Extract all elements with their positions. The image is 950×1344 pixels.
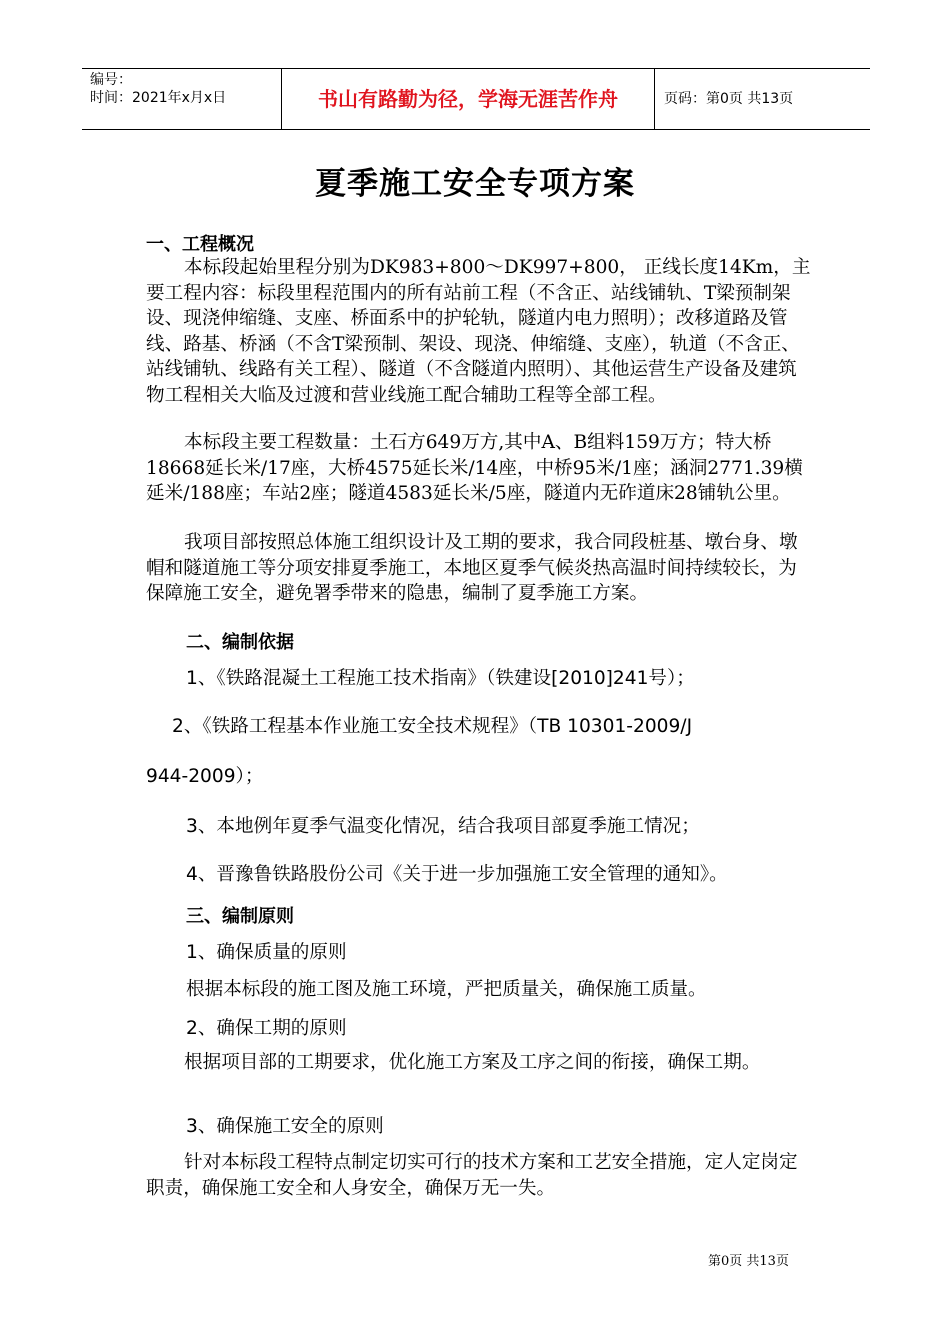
basis-item-1: 1、《铁路混凝土工程施工技术指南》（铁建设[2010]241号）； bbox=[186, 668, 695, 689]
basis-item-2-cont: 944-2009）； bbox=[146, 766, 264, 787]
overview-paragraph-2: 本标段主要工程数量：土石方649万方,其中A、B组料159万方；特大桥18668延长米/17座，大桥4575延长米/14座，中桥95米/1座；涵洞2771.39横延米/188座；车站2座；隧道4583延长米/5座，隧道内无砟道床28铺轨公里。 bbox=[146, 432, 803, 504]
document-header-table bbox=[82, 68, 870, 130]
section-heading-basis: 二、编制依据 bbox=[186, 632, 294, 653]
code-label: 编号： bbox=[90, 72, 132, 88]
principle-2-title: 2、确保工期的原则 bbox=[186, 1018, 347, 1039]
header-divider bbox=[654, 69, 655, 129]
section-heading-overview: 一、工程概况 bbox=[146, 234, 254, 255]
basis-item-2: 2、《铁路工程基本作业施工安全技术规程》（TB 10301-2009/J bbox=[172, 716, 693, 737]
date-line: 时间：2021年x月x日 bbox=[90, 90, 227, 106]
section-heading-principles: 三、编制原则 bbox=[186, 906, 294, 927]
principle-1-text: 根据本标段的施工图及施工环境，严把质量关，确保施工质量。 bbox=[186, 979, 707, 1000]
header-motto: 书山有路勤为径，学海无涯苦作舟 bbox=[318, 87, 618, 111]
page-footer: 第0页 共13页 bbox=[708, 1254, 789, 1269]
header-meta-cell bbox=[90, 71, 280, 107]
basis-item-4: 4、晋豫鲁铁路股份公司《关于进一步加强施工安全管理的通知》。 bbox=[186, 864, 728, 885]
principle-3-text: 针对本标段工程特点制定切实可行的技术方案和工艺安全措施，定人定岗定职责，确保施工安全和人身安全，确保万无一失。 bbox=[146, 1152, 798, 1199]
basis-item-3: 3、本地例年夏季气温变化情况，结合我项目部夏季施工情况； bbox=[186, 816, 700, 837]
document-title: 夏季施工安全专项方案 bbox=[315, 166, 635, 202]
header-page-info: 页码：第0页 共13页 bbox=[664, 91, 794, 107]
principle-2-text: 根据项目部的工期要求，优化施工方案及工序之间的衔接，确保工期。 bbox=[184, 1052, 761, 1073]
principle-1-title: 1、确保质量的原则 bbox=[186, 942, 347, 963]
principle-3-title: 3、确保施工安全的原则 bbox=[186, 1116, 384, 1137]
overview-paragraph-1: 本标段起始里程分别为DK983+800～DK997+800， 正线长度14Km，主要工程内容：标段里程范围内的所有站前工程（不含正、站线铺轨、T梁预制架设、现浇伸缩缝、支座、桥面系中的护轮轨，隧道内电力照明）；改移道路及管线、路基、桥涵（不含T梁预制、架设、现浇、伸缩缝、支座），轨道（不含正、站线铺轨、线路有关工程）、隧道（不含隧道内照明）、其他运营生产设备及建筑物工程相关大临及过渡和营业线施工配合辅助工程等全部工程。 bbox=[146, 257, 811, 406]
overview-paragraph-3: 我项目部按照总体施工组织设计及工期的要求，我合同段桩基、墩台身、墩帽和隧道施工等分项安排夏季施工，本地区夏季气候炎热高温时间持续较长，为保障施工安全，避免署季带来的隐患，编制了夏季施工方案。 bbox=[146, 532, 798, 604]
